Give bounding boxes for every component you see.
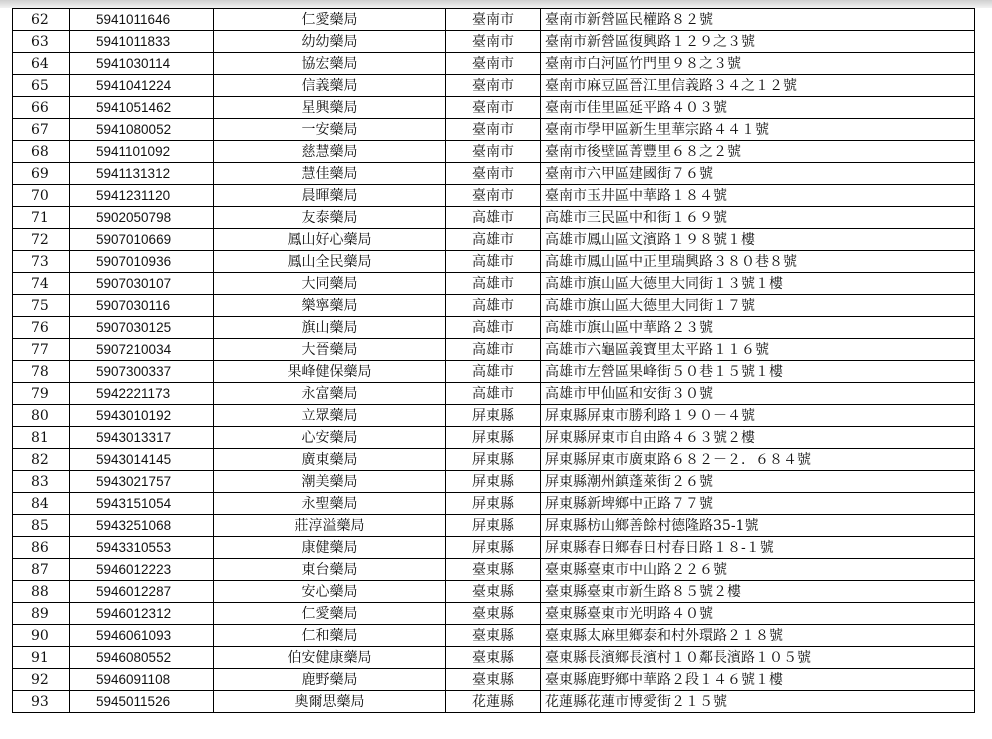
city-cell: 臺東縣 (446, 581, 541, 603)
address-cell: 臺東縣太麻里鄉泰和村外環路２１８號 (541, 625, 975, 647)
row-number-cell: 81 (13, 427, 70, 449)
address-cell: 臺南市學甲區新生里華宗路４４１號 (541, 119, 975, 141)
row-number-cell: 84 (13, 493, 70, 515)
address-cell: 屏東縣屏東市廣東路６８２－２．６８４號 (541, 449, 975, 471)
city-cell: 臺東縣 (446, 559, 541, 581)
pharmacy-code-cell: 5945011526 (70, 691, 214, 713)
pharmacy-name-cell: 大同藥局 (214, 273, 446, 295)
pharmacy-name-cell: 鳳山好心藥局 (214, 229, 446, 251)
city-cell: 屏東縣 (446, 449, 541, 471)
pharmacy-name-cell: 伯安健康藥局 (214, 647, 446, 669)
row-number-cell: 89 (13, 603, 70, 625)
city-cell: 臺東縣 (446, 603, 541, 625)
address-cell: 高雄市左營區果峰街５０巷１５號１樓 (541, 361, 975, 383)
address-cell: 臺南市六甲區建國街７６號 (541, 163, 975, 185)
table-row (13, 581, 975, 603)
pharmacy-name-cell: 幼幼藥局 (214, 31, 446, 53)
address-cell: 高雄市旗山區大德里大同街１３號１樓 (541, 273, 975, 295)
pharmacy-name-cell: 永聖藥局 (214, 493, 446, 515)
table-row (13, 207, 975, 229)
pharmacy-name-cell: 仁和藥局 (214, 625, 446, 647)
row-number-cell: 73 (13, 251, 70, 273)
pharmacy-code-cell: 5946012287 (70, 581, 214, 603)
row-number-cell: 72 (13, 229, 70, 251)
document-page (12, 8, 975, 713)
row-number-cell: 70 (13, 185, 70, 207)
city-cell: 屏東縣 (446, 427, 541, 449)
address-cell: 高雄市鳳山區文濱路１９８號１樓 (541, 229, 975, 251)
table-row (13, 603, 975, 625)
table-row (13, 317, 975, 339)
table-row (13, 251, 975, 273)
pharmacy-name-cell: 樂寧藥局 (214, 295, 446, 317)
row-number-cell: 66 (13, 97, 70, 119)
address-cell: 臺南市新營區復興路１２９之３號 (541, 31, 975, 53)
city-cell: 臺南市 (446, 9, 541, 31)
table-row (13, 229, 975, 251)
city-cell: 高雄市 (446, 383, 541, 405)
table-row (13, 75, 975, 97)
address-cell: 屏東縣屏東市自由路４６３號２樓 (541, 427, 975, 449)
pharmacy-name-cell: 星興藥局 (214, 97, 446, 119)
table-row (13, 625, 975, 647)
row-number-cell: 92 (13, 669, 70, 691)
pharmacy-name-cell: 東台藥局 (214, 559, 446, 581)
address-cell: 臺南市新營區民權路８２號 (541, 9, 975, 31)
pharmacy-code-cell: 5942221173 (70, 383, 214, 405)
city-cell: 高雄市 (446, 339, 541, 361)
pharmacy-code-cell: 5907210034 (70, 339, 214, 361)
pharmacy-code-cell: 5946061093 (70, 625, 214, 647)
row-number-cell: 82 (13, 449, 70, 471)
pharmacy-code-cell: 5907030125 (70, 317, 214, 339)
row-number-cell: 64 (13, 53, 70, 75)
pharmacy-code-cell: 5943013317 (70, 427, 214, 449)
row-number-cell: 91 (13, 647, 70, 669)
city-cell: 臺南市 (446, 119, 541, 141)
pharmacy-name-cell: 奧爾思藥局 (214, 691, 446, 713)
address-cell: 高雄市鳳山區中正里瑞興路３８０巷８號 (541, 251, 975, 273)
pharmacy-code-cell: 5907010936 (70, 251, 214, 273)
city-cell: 高雄市 (446, 361, 541, 383)
pharmacy-code-cell: 5943014145 (70, 449, 214, 471)
table-row (13, 691, 975, 713)
pharmacy-name-cell: 永富藥局 (214, 383, 446, 405)
pharmacy-name-cell: 仁愛藥局 (214, 9, 446, 31)
table-row (13, 493, 975, 515)
table-row (13, 31, 975, 53)
address-cell: 臺南市麻豆區晉江里信義路３４之１２號 (541, 75, 975, 97)
row-number-cell: 85 (13, 515, 70, 537)
pharmacy-code-cell: 5943251068 (70, 515, 214, 537)
city-cell: 屏東縣 (446, 515, 541, 537)
row-number-cell: 62 (13, 9, 70, 31)
pharmacy-name-cell: 慧佳藥局 (214, 163, 446, 185)
address-cell: 屏東縣春日鄉春日村春日路１８-１號 (541, 537, 975, 559)
address-cell: 高雄市旗山區大德里大同街１７號 (541, 295, 975, 317)
address-cell: 臺南市佳里區延平路４０３號 (541, 97, 975, 119)
pharmacy-name-cell: 慈慧藥局 (214, 141, 446, 163)
row-number-cell: 80 (13, 405, 70, 427)
table-row (13, 339, 975, 361)
pharmacy-code-cell: 5941080052 (70, 119, 214, 141)
pharmacy-name-cell: 廣東藥局 (214, 449, 446, 471)
table-row (13, 515, 975, 537)
pharmacy-code-cell: 5946080552 (70, 647, 214, 669)
pharmacy-code-cell: 5941030114 (70, 53, 214, 75)
row-number-cell: 69 (13, 163, 70, 185)
table-row (13, 559, 975, 581)
city-cell: 臺東縣 (446, 625, 541, 647)
page-top-edge (0, 0, 992, 8)
address-cell: 花蓮縣花蓮市博愛街２１５號 (541, 691, 975, 713)
row-number-cell: 68 (13, 141, 70, 163)
pharmacy-code-cell: 5943010192 (70, 405, 214, 427)
city-cell: 臺東縣 (446, 669, 541, 691)
pharmacy-code-cell: 5941231120 (70, 185, 214, 207)
pharmacy-name-cell: 旗山藥局 (214, 317, 446, 339)
row-number-cell: 93 (13, 691, 70, 713)
address-cell: 臺南市白河區竹門里９８之３號 (541, 53, 975, 75)
pharmacy-name-cell: 康健藥局 (214, 537, 446, 559)
table-row (13, 53, 975, 75)
table-row (13, 669, 975, 691)
pharmacy-table (12, 8, 975, 713)
city-cell: 臺南市 (446, 75, 541, 97)
pharmacy-code-cell: 5941101092 (70, 141, 214, 163)
row-number-cell: 78 (13, 361, 70, 383)
pharmacy-name-cell: 協宏藥局 (214, 53, 446, 75)
pharmacy-code-cell: 5907010669 (70, 229, 214, 251)
table-row (13, 405, 975, 427)
city-cell: 臺南市 (446, 141, 541, 163)
row-number-cell: 90 (13, 625, 70, 647)
pharmacy-name-cell: 鹿野藥局 (214, 669, 446, 691)
row-number-cell: 71 (13, 207, 70, 229)
pharmacy-code-cell: 5907300337 (70, 361, 214, 383)
city-cell: 花蓮縣 (446, 691, 541, 713)
city-cell: 臺南市 (446, 185, 541, 207)
row-number-cell: 67 (13, 119, 70, 141)
address-cell: 屏東縣新埤鄉中正路７７號 (541, 493, 975, 515)
row-number-cell: 63 (13, 31, 70, 53)
table-row (13, 427, 975, 449)
address-cell: 臺東縣臺東市中山路２２６號 (541, 559, 975, 581)
city-cell: 屏東縣 (446, 471, 541, 493)
address-cell: 臺南市後壁區菁豐里６８之２號 (541, 141, 975, 163)
city-cell: 高雄市 (446, 251, 541, 273)
pharmacy-name-cell: 大晉藥局 (214, 339, 446, 361)
pharmacy-code-cell: 5907030107 (70, 273, 214, 295)
table-row (13, 295, 975, 317)
pharmacy-code-cell: 5941051462 (70, 97, 214, 119)
pharmacy-code-cell: 5902050798 (70, 207, 214, 229)
city-cell: 高雄市 (446, 273, 541, 295)
pharmacy-name-cell: 鳳山全民藥局 (214, 251, 446, 273)
pharmacy-code-cell: 5943021757 (70, 471, 214, 493)
row-number-cell: 87 (13, 559, 70, 581)
address-cell: 屏東縣枋山鄉善餘村德隆路35-1號 (541, 515, 975, 537)
pharmacy-name-cell: 莊淳溢藥局 (214, 515, 446, 537)
address-cell: 臺東縣臺東市新生路８５號２樓 (541, 581, 975, 603)
table-row (13, 141, 975, 163)
city-cell: 屏東縣 (446, 537, 541, 559)
city-cell: 高雄市 (446, 295, 541, 317)
row-number-cell: 75 (13, 295, 70, 317)
pharmacy-name-cell: 友泰藥局 (214, 207, 446, 229)
city-cell: 臺南市 (446, 163, 541, 185)
row-number-cell: 83 (13, 471, 70, 493)
row-number-cell: 77 (13, 339, 70, 361)
pharmacy-code-cell: 5946091108 (70, 669, 214, 691)
city-cell: 屏東縣 (446, 405, 541, 427)
table-row (13, 119, 975, 141)
table-row (13, 449, 975, 471)
pharmacy-name-cell: 信義藥局 (214, 75, 446, 97)
table-row (13, 361, 975, 383)
pharmacy-code-cell: 5907030116 (70, 295, 214, 317)
table-row (13, 185, 975, 207)
city-cell: 高雄市 (446, 207, 541, 229)
address-cell: 高雄市旗山區中華路２３號 (541, 317, 975, 339)
pharmacy-name-cell: 仁愛藥局 (214, 603, 446, 625)
city-cell: 高雄市 (446, 229, 541, 251)
pharmacy-code-cell: 5946012223 (70, 559, 214, 581)
address-cell: 高雄市三民區中和街１６９號 (541, 207, 975, 229)
city-cell: 屏東縣 (446, 493, 541, 515)
pharmacy-name-cell: 安心藥局 (214, 581, 446, 603)
city-cell: 高雄市 (446, 317, 541, 339)
table-row (13, 647, 975, 669)
row-number-cell: 76 (13, 317, 70, 339)
pharmacy-code-cell: 5941011646 (70, 9, 214, 31)
address-cell: 臺南市玉井區中華路１８４號 (541, 185, 975, 207)
pharmacy-name-cell: 一安藥局 (214, 119, 446, 141)
pharmacy-code-cell: 5943151054 (70, 493, 214, 515)
pharmacy-code-cell: 5941131312 (70, 163, 214, 185)
pharmacy-code-cell: 5946012312 (70, 603, 214, 625)
pharmacy-code-cell: 5943310553 (70, 537, 214, 559)
address-cell: 臺東縣鹿野鄉中華路２段１４６號１樓 (541, 669, 975, 691)
city-cell: 臺南市 (446, 53, 541, 75)
pharmacy-name-cell: 果峰健保藥局 (214, 361, 446, 383)
row-number-cell: 65 (13, 75, 70, 97)
pharmacy-name-cell: 立眾藥局 (214, 405, 446, 427)
address-cell: 高雄市六龜區義寶里太平路１１６號 (541, 339, 975, 361)
address-cell: 臺東縣長濱鄉長濱村１０鄰長濱路１０５號 (541, 647, 975, 669)
row-number-cell: 79 (13, 383, 70, 405)
pharmacy-code-cell: 5941041224 (70, 75, 214, 97)
table-row (13, 537, 975, 559)
row-number-cell: 88 (13, 581, 70, 603)
pharmacy-code-cell: 5941011833 (70, 31, 214, 53)
table-row (13, 9, 975, 31)
row-number-cell: 74 (13, 273, 70, 295)
table-row (13, 383, 975, 405)
pharmacy-table-body (13, 9, 975, 713)
row-number-cell: 86 (13, 537, 70, 559)
table-row (13, 163, 975, 185)
city-cell: 臺南市 (446, 97, 541, 119)
pharmacy-name-cell: 心安藥局 (214, 427, 446, 449)
city-cell: 臺南市 (446, 31, 541, 53)
address-cell: 高雄市甲仙區和安街３０號 (541, 383, 975, 405)
table-row (13, 273, 975, 295)
table-row (13, 97, 975, 119)
pharmacy-name-cell: 潮美藥局 (214, 471, 446, 493)
city-cell: 臺東縣 (446, 647, 541, 669)
table-row (13, 471, 975, 493)
address-cell: 屏東縣屏東市勝利路１９０－４號 (541, 405, 975, 427)
address-cell: 臺東縣臺東市光明路４０號 (541, 603, 975, 625)
address-cell: 屏東縣潮州鎮蓬萊街２６號 (541, 471, 975, 493)
pharmacy-name-cell: 晨暉藥局 (214, 185, 446, 207)
